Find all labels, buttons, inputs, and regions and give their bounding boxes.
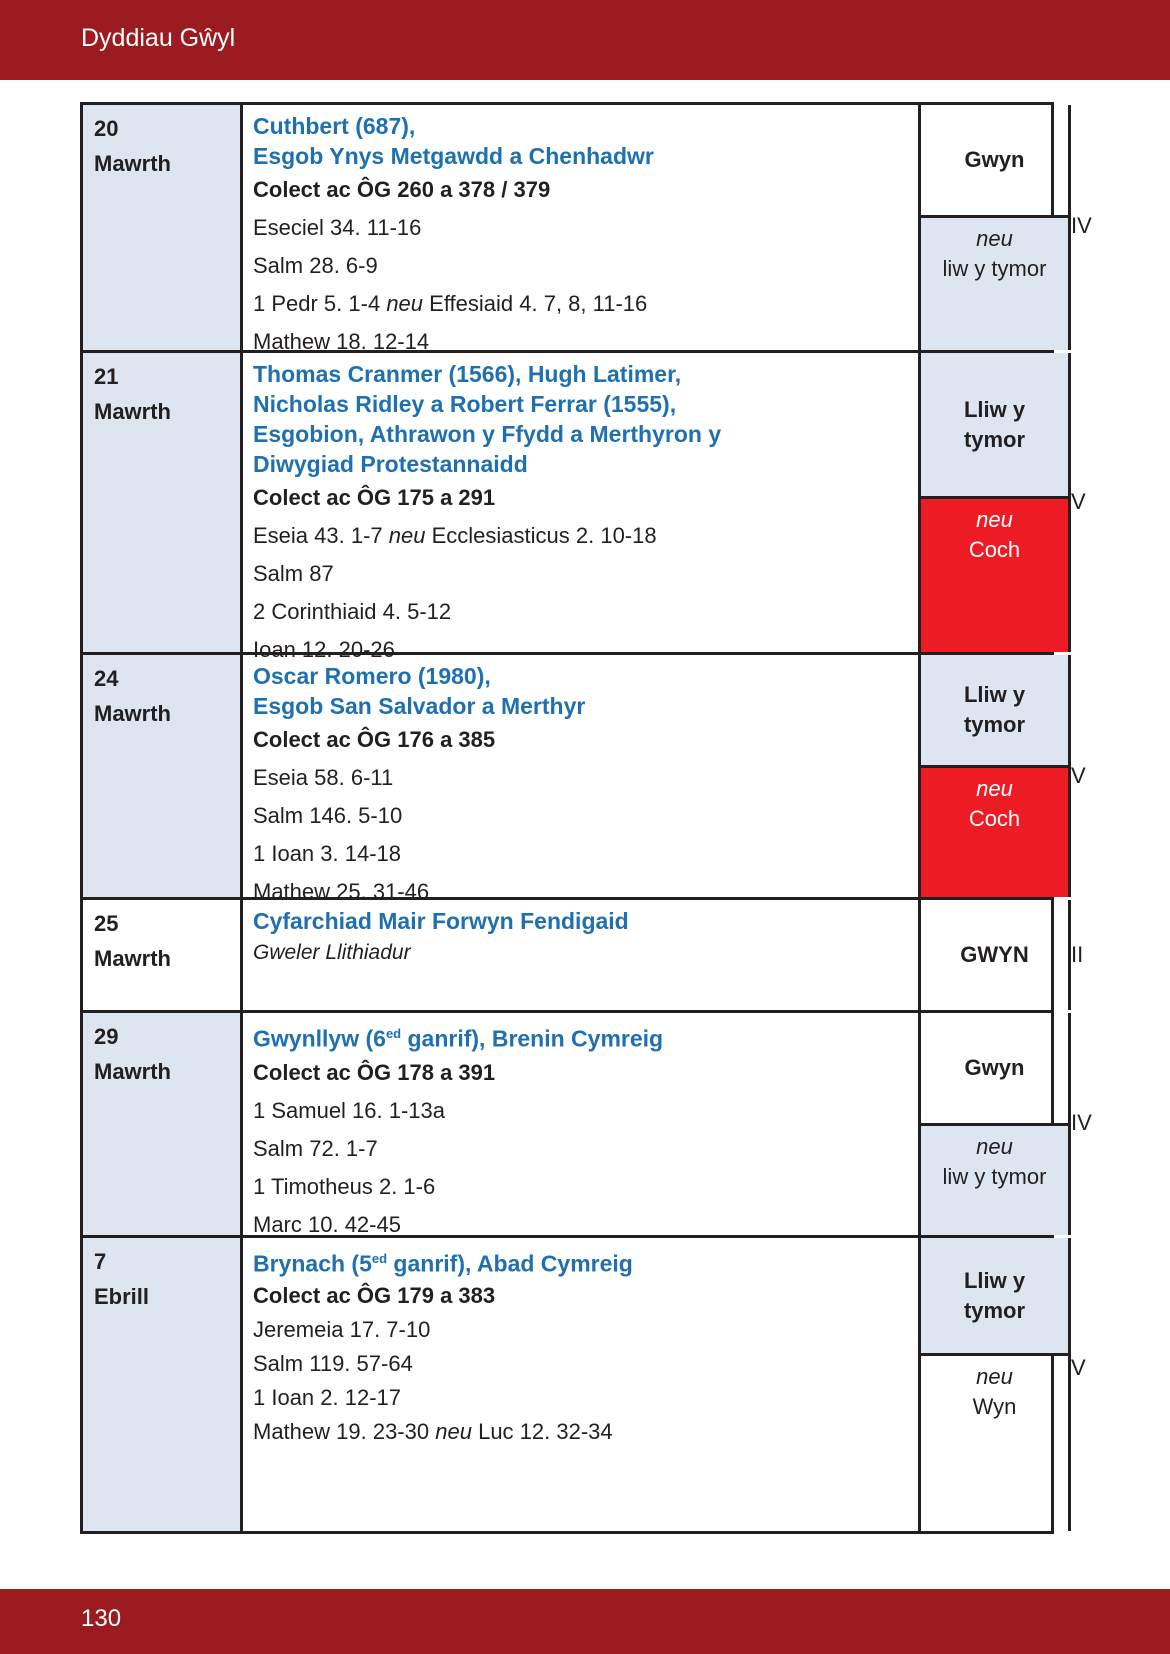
readings-cell (243, 655, 921, 904)
collect-reference: Colect ac ÔG 176 a 385 (253, 727, 496, 752)
reading: 1 Samuel 16. 1-13a (253, 1097, 446, 1123)
reading-alternative: 1 Pedr 5. 1-4 neu Effesiaid 4. 7, 8, 11-16 (253, 291, 648, 316)
liturgical-colour-cell (921, 353, 1071, 652)
table-row: 24 Mawrth Oscar Romero (1980), Esgob San Salvador a Merthyr Colect ac ÔG 176 a 385 Eseia 58. 6-11 Salm 146. 5-10 1 Ioan 3. 14-18 Mathew 25. 31-46 Lliw y tymor neu Coch V (83, 655, 1051, 900)
liturgical-colour-cell (921, 1013, 1071, 1235)
table-row: 7 Ebrill Brynach ($5^{ed}$ ganrif), Abad Cymreig Colect ac ÔG 179 a 383 Jeremeia 17. 7-10 Salm 119. 57-64 1 Ioan 2. 12-17 Mathew 19. 23-30 neu Luc 12. 32-34 Lliw y tymor neu Wyn V (83, 1238, 1051, 1531)
saint-line: Diwygiad Protestannaidd (253, 451, 528, 477)
day-number: 24 (94, 666, 119, 691)
date-cell (83, 353, 243, 652)
readings-cell (243, 900, 921, 1010)
readings-cell (243, 1238, 921, 1531)
see-lectionary-note: Gweler Llithiadur (253, 941, 411, 964)
date-cell (83, 1238, 243, 1531)
day-number: 20 (94, 116, 119, 141)
reading: 1 Ioan 2. 12-17 (253, 1384, 402, 1410)
date-cell (83, 900, 243, 1010)
day-number: 29 (94, 1024, 119, 1049)
readings-cell (243, 353, 921, 662)
colour-alternative: neu liw y tymor (921, 215, 1068, 350)
colour-alternative: neu liw y tymor (921, 1123, 1068, 1235)
page-number: 130 (81, 1605, 122, 1632)
saint-line: Cyfarchiad Mair Forwyn Fendigaid (253, 908, 629, 934)
reading: 2 Corinthiaid 4. 5-12 (253, 599, 452, 624)
day-number: 21 (94, 364, 119, 389)
saint-name: Gwynllyw ($6^{ed}$ ganrif), Brenin Cymreig (253, 1025, 664, 1052)
saint-name (253, 906, 918, 936)
saint-line: Nicholas Ridley a Robert Ferrar (1555), (253, 391, 677, 417)
footer-bar (0, 1589, 1170, 1654)
collect-reference: Colect ac ÔG 260 a 378 / 379 (253, 177, 551, 202)
colour-main: Lliw y tymor (921, 655, 1068, 765)
reading: Salm 146. 5-10 (253, 803, 403, 828)
reading: Mathew 18. 12-14 (253, 329, 430, 354)
collect-reference: Colect ac ÔG 178 a 391 (253, 1059, 496, 1085)
colour-main: GWYN (960, 942, 1029, 967)
saint-line: Thomas Cranmer (1566), Hugh Latimer, (253, 361, 682, 387)
readings-cell (243, 105, 921, 354)
saint-line: Esgob Ynys Metgawdd a Chenhadwr (253, 143, 654, 169)
table-row: 25 Mawrth Cyfarchiad Mair Forwyn Fendigaid Gweler Llithiadur GWYN II (83, 900, 1051, 1013)
reading: 1 Timotheus 2. 1-6 (253, 1173, 436, 1199)
saint-name: Brynach ($5^{ed}$ ganrif), Abad Cymreig (253, 1250, 633, 1277)
reading: Salm 87 (253, 561, 334, 586)
reading: 1 Ioan 3. 14-18 (253, 841, 402, 866)
reading: Salm 119. 57-64 (253, 1350, 413, 1376)
colour-main: Gwyn (964, 147, 1025, 172)
collect-reference: Colect ac ÔG 179 a 383 (253, 1282, 496, 1308)
day-number: 25 (94, 911, 119, 936)
saint-name (253, 111, 918, 171)
date-cell (83, 655, 243, 897)
colour-alternative: neu Wyn (921, 1353, 1068, 1531)
header-bar (0, 0, 1170, 80)
month-name: Mawrth (94, 701, 171, 726)
table-row: 21 Mawrth Thomas Cranmer (1566), Hugh Latimer, Nicholas Ridley a Robert Ferrar (1555), Esgobion, Athrawon y Ffydd a Merthyron y Diwygiad Protestannaidd Colect ac ÔG 175 a 291 Eseia 43. 1-7 neu Ecclesiasticus 2. 10-18 Salm 87 2 Corinthiaid 4. 5-12 Ioan 12. 20-26 Lliw y tymor neu Coch V (83, 353, 1051, 655)
saint-line: Cuthbert (687), (253, 113, 416, 139)
readings-cell (243, 1013, 921, 1235)
liturgical-colour-cell (921, 655, 1071, 897)
reading: Salm 72. 1-7 (253, 1135, 378, 1161)
table-row: 20 Mawrth Cuthbert (687), Esgob Ynys Metgawdd a Chenhadwr Colect ac ÔG 260 a 378 / 379 Eseciel 34. 11-16 Salm 28. 6-9 1 Pedr 5. 1-4 neu Effesiaid 4. 7, 8, 11-16 Mathew 18. 12-14 Gwyn neu liw y tymor IV (83, 105, 1051, 353)
collect-reference: Colect ac ÔG 175 a 291 (253, 485, 496, 510)
reading: Jeremeia 17. 7-10 (253, 1316, 431, 1342)
month-name: Mawrth (94, 946, 171, 971)
saint-name (253, 359, 918, 479)
day-number: 7 (94, 1249, 107, 1274)
month-name: Mawrth (94, 1059, 171, 1084)
liturgical-colour-cell (921, 900, 1071, 1010)
date-cell (83, 1013, 243, 1235)
reading-alternative: Mathew 19. 23-30 neu Luc 12. 32-34 (253, 1418, 613, 1444)
reading: Eseciel 34. 11-16 (253, 215, 422, 240)
reading: Mathew 25. 31-46 (253, 879, 430, 904)
month-name: Ebrill (94, 1284, 150, 1309)
month-name: Mawrth (94, 399, 171, 424)
reading: Marc 10. 42-45 (253, 1211, 401, 1237)
saint-name (253, 661, 918, 721)
liturgical-colour-cell (921, 105, 1071, 350)
feast-days-table (80, 102, 1092, 1534)
colour-alternative: neu Coch (921, 496, 1068, 652)
reading-alternative: Eseia 43. 1-7 neu Ecclesiasticus 2. 10-18 (253, 523, 657, 548)
reading: Ioan 12. 20-26 (253, 637, 395, 662)
liturgical-colour-cell (921, 1238, 1071, 1531)
saint-line: Esgob San Salvador a Merthyr (253, 693, 586, 719)
saint-line: Oscar Romero (1980), (253, 663, 491, 689)
table-row: 29 Mawrth Gwynllyw ($6^{ed}$ ganrif), Brenin Cymreig Colect ac ÔG 178 a 391 1 Samuel 16. 1-13a Salm 72. 1-7 1 Timotheus 2. 1-6 Marc 10. 42-45 Gwyn neu liw y tymor IV (83, 1013, 1051, 1238)
colour-main: Lliw y tymor (921, 1238, 1068, 1353)
colour-main: Gwyn (964, 1055, 1025, 1080)
saint-line: Esgobion, Athrawon y Ffydd a Merthyron y (253, 421, 722, 447)
reading: Eseia 58. 6-11 (253, 765, 394, 790)
date-cell (83, 105, 243, 350)
colour-main: Lliw y tymor (921, 353, 1068, 496)
running-header-title: Dyddiau Gŵyl (81, 24, 236, 52)
reading: Salm 28. 6-9 (253, 253, 378, 278)
month-name: Mawrth (94, 151, 171, 176)
colour-alternative: neu Coch (921, 765, 1068, 897)
